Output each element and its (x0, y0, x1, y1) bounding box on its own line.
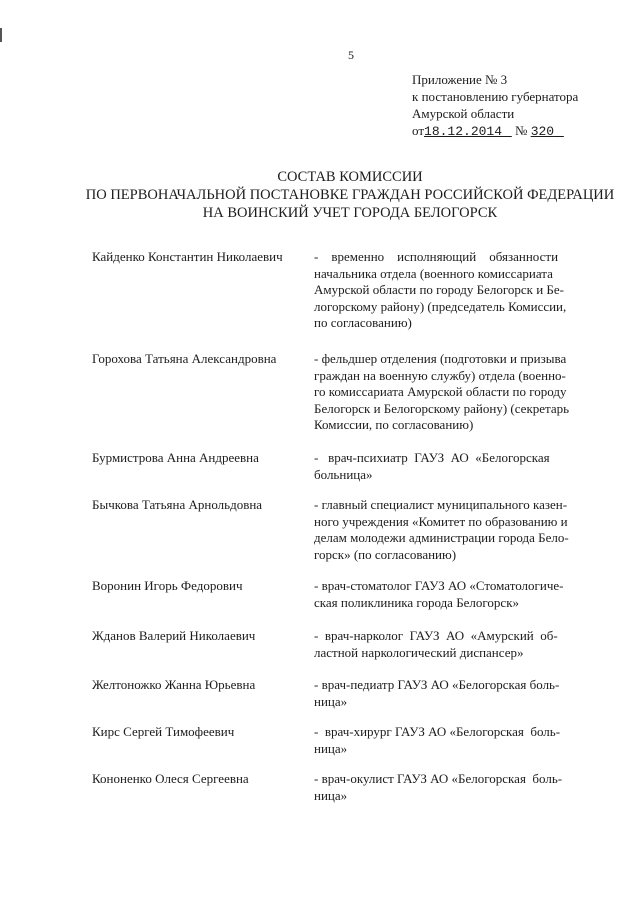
member-name: Жданов Валерий Николаевич (92, 628, 256, 643)
member-role-line: больница» (314, 466, 373, 482)
member-name: Горохова Татьяна Александровна (92, 351, 277, 366)
page-number: 5 (348, 48, 354, 62)
member-role-line: - врач-нарколог ГАУЗ АО «Амурский об- (314, 628, 558, 643)
title-line: СОСТАВ КОМИССИИ (277, 169, 423, 185)
member-role-line: ница» (314, 693, 348, 709)
appendix-date-line (412, 122, 578, 140)
member-role-line: го комиссариата Амурской области по городу (314, 384, 567, 399)
member-role-line: Белогорск и Белогорскому району) (секретарь (314, 400, 570, 416)
member-role (314, 249, 596, 332)
member-role-line: Комиссии, по согласованию) (314, 417, 474, 432)
member-role-line: - врач-окулист ГАУЗ АО «Белогорская боль- (314, 771, 563, 786)
member-role (314, 677, 596, 710)
member-role-line: - фельдшер отделения (подготовки и призыва (314, 351, 567, 366)
document-title (80, 168, 620, 222)
member-role-line: - врач-стоматолог ГАУЗ АО «Стоматологиче- (314, 578, 564, 593)
appendix-region: Амурской области (412, 106, 515, 121)
member-role-line: ская поликлиника города Белогорск» (314, 594, 520, 610)
member-role-line: граждан на военную службу) отдела (военно- (314, 367, 566, 383)
member-role-line: по согласованию) (314, 315, 412, 330)
member-role-line: делам молодежи администрации города Бело- (314, 530, 569, 545)
member-role-line: ластной наркологический диспансер» (314, 644, 524, 660)
title-line: ПО ПЕРВОНАЧАЛЬНОЙ ПОСТАНОВКЕ ГРАЖДАН РОССИЙСКОЙ ФЕДЕРАЦИИ (85, 187, 615, 203)
member-name: Кирс Сергей Тимофеевич (92, 724, 235, 739)
member-role (314, 578, 596, 611)
member-role-line: - врач-педиатр ГАУЗ АО «Белогорская боль- (314, 677, 560, 692)
member-role-line: - врач-хирург ГАУЗ АО «Белогорская боль- (314, 724, 561, 739)
appendix-block (412, 71, 578, 140)
decree-number: 320 (530, 124, 555, 139)
number-prefix: № (515, 123, 528, 138)
appendix-title: Приложение № 3 (412, 72, 508, 87)
member-role (314, 724, 596, 757)
member-role (314, 351, 596, 434)
member-role-line: ница» (314, 740, 348, 756)
member-name: Кайденко Константин Николаевич (92, 249, 283, 264)
member-name: Бурмистрова Анна Андреевна (92, 450, 259, 465)
title-line: НА ВОИНСКИЙ УЧЕТ ГОРОДА БЕЛОГОРСК (202, 205, 498, 221)
member-role-line: - временно исполняющий обязанности (314, 249, 559, 264)
member-role-line: логорскому району) (председатель Комиссии, (314, 298, 567, 314)
member-role-line: ница» (314, 787, 348, 803)
member-name: Бычкова Татьяна Арнольдовна (92, 497, 263, 512)
member-role-line: начальника отдела (военного комиссариата (314, 265, 553, 281)
member-role-line: - главный специалист муниципального казен- (314, 497, 568, 512)
member-name: Кононенко Олеся Сергеевна (92, 771, 249, 786)
member-role-line: Амурской области по городу Белогорск и Бе- (314, 282, 564, 297)
member-name: Воронин Игорь Федорович (92, 578, 243, 593)
member-role-line: - врач-психиатр ГАУЗ АО «Белогорская (314, 450, 550, 465)
scan-margin-mark (0, 28, 2, 42)
member-role (314, 771, 596, 804)
member-name: Желтоножко Жанна Юрьевна (92, 677, 256, 692)
appendix-reference: к постановлению губернатора (412, 89, 579, 104)
member-role-line: горск» (по согласованию) (314, 546, 457, 562)
decree-date: 18.12.2014 (424, 124, 503, 139)
member-role (314, 497, 596, 563)
member-role (314, 450, 596, 483)
member-role-line: ного учреждения «Комитет по образованию и (314, 513, 568, 529)
date-prefix: от (412, 123, 425, 138)
member-role (314, 628, 596, 661)
